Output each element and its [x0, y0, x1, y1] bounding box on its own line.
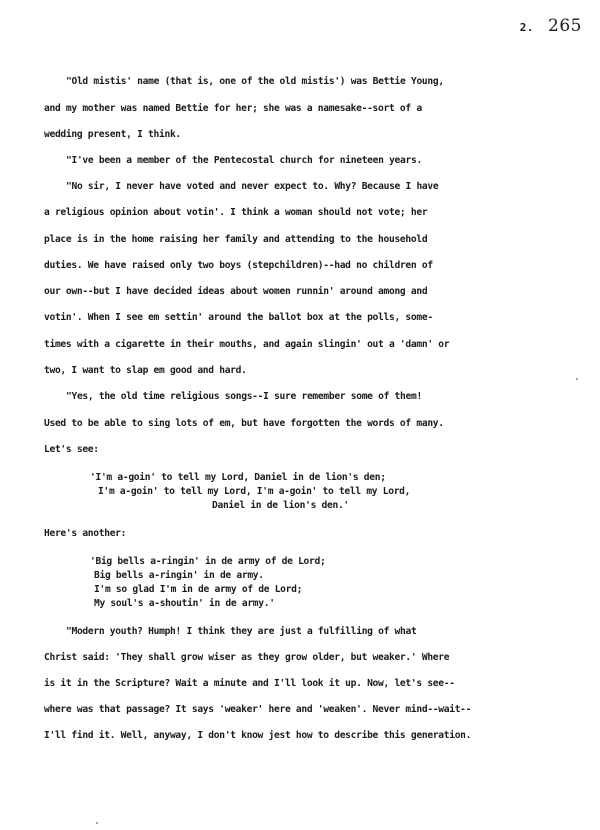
paper-speck — [96, 822, 98, 824]
text-line: times with a cigarette in their mouths, and again slingin' out a 'damn' or — [44, 339, 450, 350]
text-line: where was that passage? It says 'weaker' here and 'weaken'. Never mind--wait-- — [44, 704, 472, 715]
text-line: a religious opinion about votin'. I think a woman should not vote; her — [44, 207, 428, 218]
song-line: Daniel in de lion's den.' — [212, 500, 349, 511]
text-line: Here's another: — [44, 528, 127, 539]
text-line: and my mother was named Bettie for her; she was a namesake--sort of a — [44, 103, 422, 114]
text-line: wedding present, I think. — [44, 129, 181, 140]
song-line: My soul's a-shoutin' in de army.' — [94, 598, 275, 609]
text-line: two, I want to slap em good and hard. — [44, 365, 247, 376]
text-line: Used to be able to sing lots of em, but have forgotten the words of many. — [44, 418, 444, 429]
song-line: 'I'm a-goin' to tell my Lord, Daniel in de lion's den; — [90, 472, 386, 483]
text-line: Christ said: 'They shall grow wiser as they grow older, but weaker.' Where — [44, 652, 450, 663]
text-line: "Old mistis' name (that is, one of the old mistis') was Bettie Young, — [66, 76, 444, 87]
song-line: I'm a-goin' to tell my Lord, I'm a-goin' to tell my Lord, — [98, 486, 411, 497]
song-line: Big bells a-ringin' in de army. — [94, 570, 264, 581]
page-number-header — [520, 16, 582, 36]
text-line: duties. We have raised only two boys (stepchildren)--had no children of — [44, 260, 433, 271]
text-line: "Yes, the old time religious songs--I sure remember some of them! — [66, 391, 422, 402]
text-line: place is in the home raising her family and attending to the household — [44, 234, 428, 245]
text-line: Let's see: — [44, 444, 99, 455]
text-line: "Modern youth? Humph! I think they are just a fulfilling of what — [66, 626, 417, 637]
text-line: I'll find it. Well, anyway, I don't know jest how to describe this generation. — [44, 730, 472, 741]
paper-speck — [576, 378, 578, 380]
text-line: "I've been a member of the Pentecostal church for nineteen years. — [66, 155, 422, 166]
text-line: our own--but I have decided ideas about women runnin' around among and — [44, 286, 428, 297]
page-number: 265 — [548, 16, 582, 36]
text-line: "No sir, I never have voted and never expect to. Why? Because I have — [66, 181, 439, 192]
text-line: votin'. When I see em settin' around the ballot box at the polls, some- — [44, 312, 433, 323]
song-line: 'Big bells a-ringin' in de army of de Lord; — [90, 556, 326, 567]
sheet-number: 2. — [519, 21, 535, 34]
song-line: I'm so glad I'm in de army of de Lord; — [94, 584, 303, 595]
text-line: is it in the Scripture? Wait a minute and I'll look it up. Now, let's see-- — [44, 678, 455, 689]
